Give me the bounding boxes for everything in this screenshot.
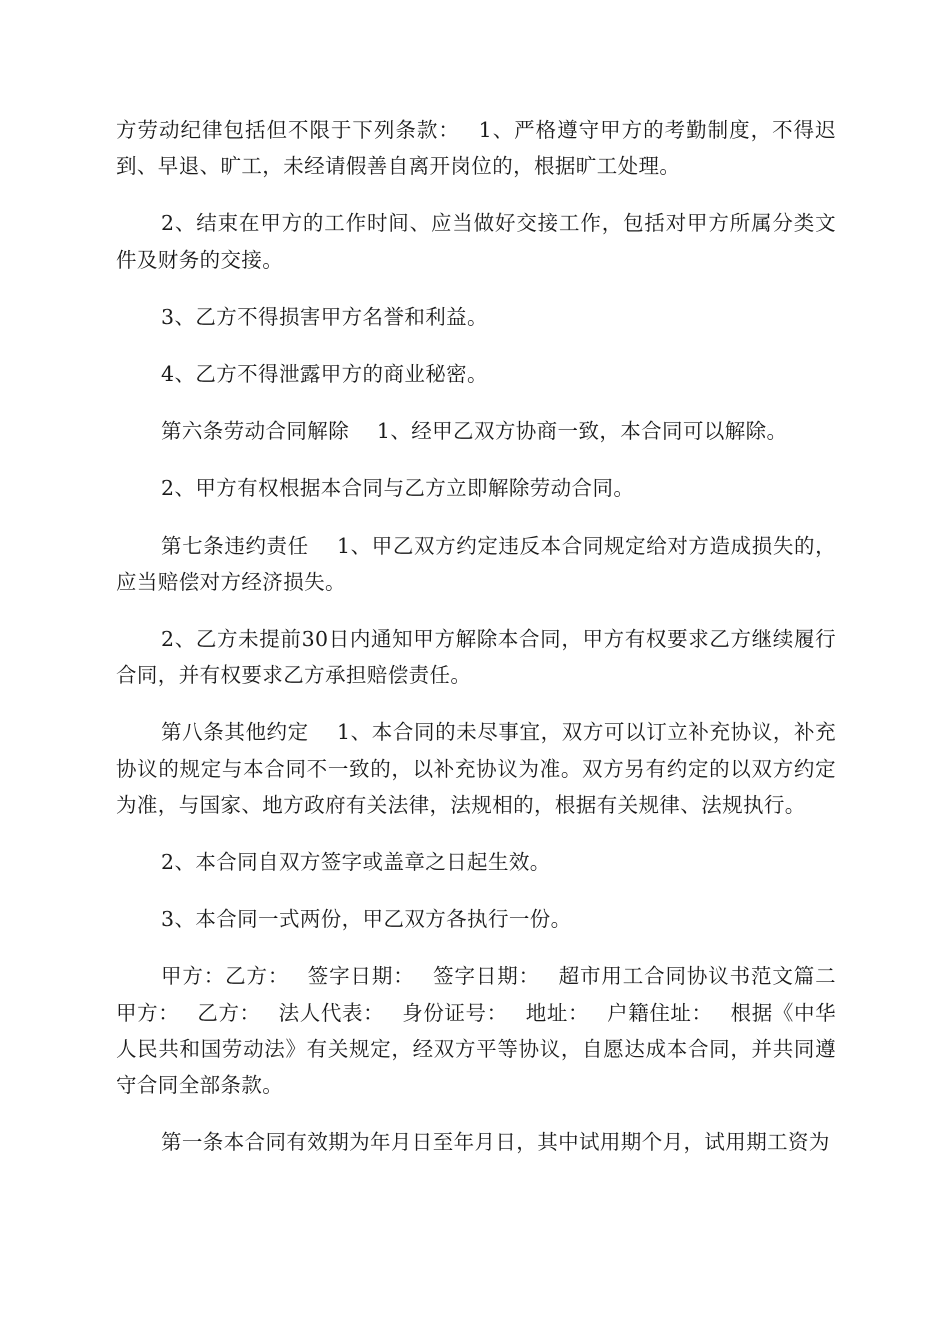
paragraph: 第八条其他约定 1、本合同的未尽事宜，双方可以订立补充协议，补充协议的规定与本合同不一致的，以补充协议为准。双方另有约定的以双方约定为准，与国家、地方政府有关法律，法规相的，根据有关规律、法规执行。 — [116, 720, 836, 817]
paragraph: 第七条违约责任 1、甲乙双方约定违反本合同规定给对方造成损失的，应当赔偿对方经济损失。 — [116, 533, 836, 594]
paragraph: 第六条劳动合同解除 1、经甲乙双方协商一致，本合同可以解除。 — [161, 419, 788, 444]
document-page — [116, 112, 864, 1181]
paragraph: 3、乙方不得损害甲方名誉和利益。 — [161, 304, 488, 329]
paragraph: 2、甲方有权根据本合同与乙方立即解除劳动合同。 — [161, 476, 635, 501]
paragraph: 2、乙方未提前30日内通知甲方解除本合同，甲方有权要求乙方继续履行合同，并有权要求乙方承担赔偿责任。 — [116, 627, 836, 688]
paragraph: 2、本合同自双方签字或盖章之日起生效。 — [161, 850, 551, 875]
paragraph: 方劳动纪律包括但不限于下列条款： 1、严格遵守甲方的考勤制度，不得迟到、早退、旷工，未经请假善自离开岗位的，根据旷工处理。 — [116, 118, 836, 179]
paragraph: 第一条本合同有效期为年月日至年月日，其中试用期个月，试用期工资为 — [161, 1130, 830, 1155]
paragraph: 2、结束在甲方的工作时间、应当做好交接工作，包括对甲方所属分类文件及财务的交接。 — [116, 211, 836, 272]
paragraph: 4、乙方不得泄露甲方的商业秘密。 — [161, 362, 488, 387]
paragraph: 甲方：乙方： 签字日期： 签字日期： 超市用工合同协议书范文篇二 甲方： 乙方： 法人代表： 身份证号： 地址： 户籍住址： 根据《中华人民共和国劳动法》有关规定，经双方平等协议，自愿达成本合同，并共同遵守合同全部条款。 — [116, 964, 864, 1098]
paragraph: 3、本合同一式两份，甲乙双方各执行一份。 — [161, 907, 572, 932]
